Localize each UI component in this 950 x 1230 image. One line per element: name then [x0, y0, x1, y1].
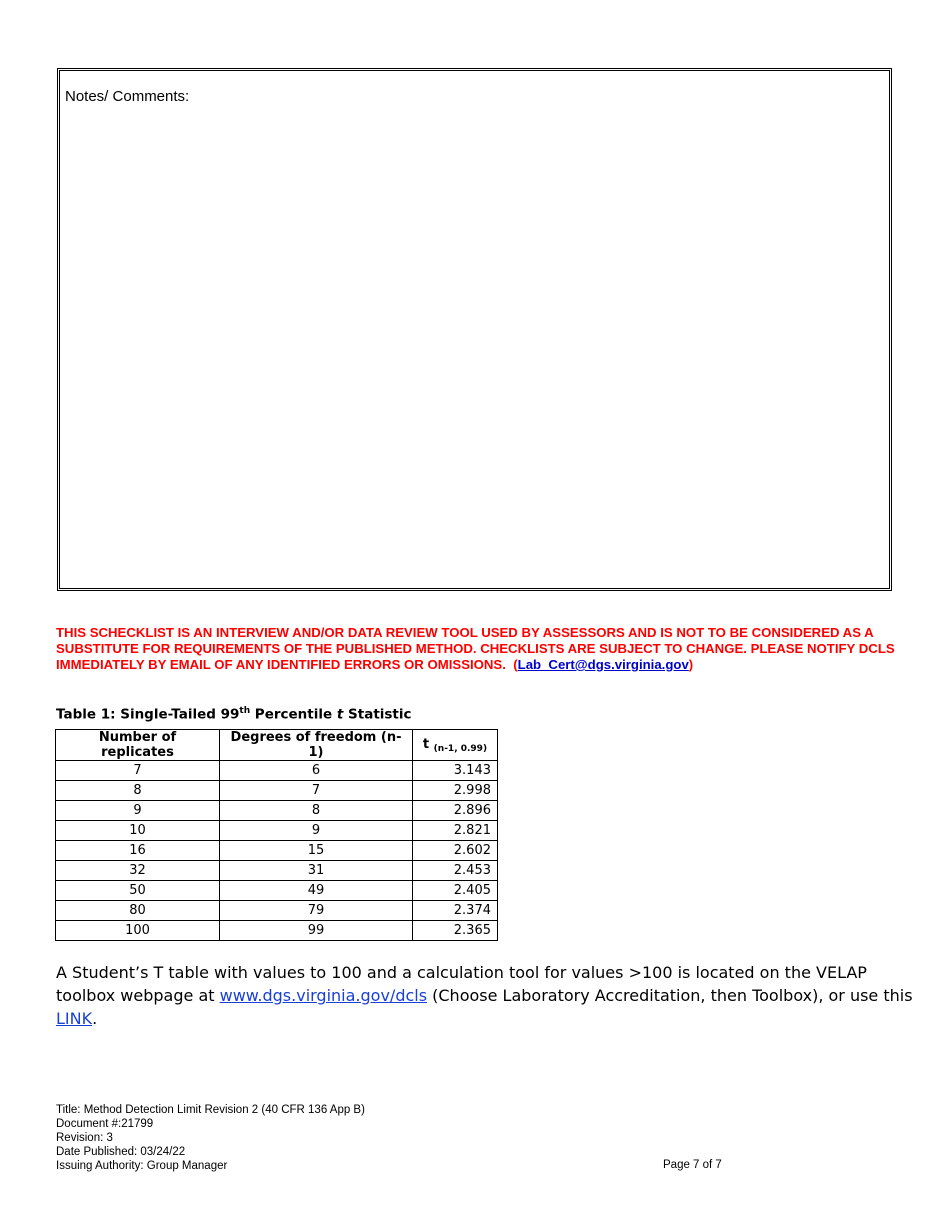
disclaimer-body: THIS SCHECKLIST IS AN INTERVIEW AND/OR DATA REVIEW TOOL USED BY ASSESSORS AND IS NOT TO BE CONSIDERED AS A SUBSTITUTE FOR REQUIREMENTS OF THE PUBLISHED METHOD. CHECKLISTS ARE SUBJECT TO CHANGE. PLEASE NOTIFY DCLS IMMEDIATELY BY EMAIL OF ANY IDENTIFIED ERRORS OR OMISSIONS. [56, 625, 895, 672]
header-t-statistic [413, 730, 498, 761]
table-header-row [56, 730, 498, 761]
caption-suffix: Statistic [343, 706, 412, 723]
cell-replicates: 80 [56, 901, 220, 921]
table-row [56, 881, 498, 901]
cell-replicates: 9 [56, 801, 220, 821]
student-t-note [56, 961, 926, 1030]
header-replicates: Number of replicates [56, 730, 220, 761]
page-number: Page 7 of 7 [663, 1159, 722, 1171]
disclaimer-email-link[interactable]: Lab_Cert@dgs.virginia.gov [517, 657, 689, 672]
header-degrees-of-freedom: Degrees of freedom (n-1) [220, 730, 413, 761]
cell-t-value: 2.821 [413, 821, 498, 841]
header-t-main: t [422, 736, 430, 752]
table-row [56, 801, 498, 821]
footer-document-number: Document #:21799 [56, 1118, 154, 1130]
table-row [56, 781, 498, 801]
note-part1: A Student’s T table with values to 100 and a calculation tool for values >100 is located on the VELAP toolbox webpage at [56, 963, 867, 1005]
cell-t-value: 3.143 [413, 761, 498, 781]
cell-replicates: 32 [56, 861, 220, 881]
cell-degrees-of-freedom: 7 [220, 781, 413, 801]
cell-replicates: 50 [56, 881, 220, 901]
cell-t-value: 2.374 [413, 901, 498, 921]
table-row [56, 821, 498, 841]
cell-degrees-of-freedom: 8 [220, 801, 413, 821]
toolbox-link[interactable]: LINK [56, 1009, 93, 1028]
cell-t-value: 2.602 [413, 841, 498, 861]
notes-comments-label: Notes/ Comments: [65, 88, 190, 105]
footer-revision: Revision: 3 [56, 1132, 113, 1144]
cell-t-value: 2.365 [413, 921, 498, 941]
table-body [56, 761, 498, 941]
header-t-subscript: (n-1, 0.99) [433, 743, 488, 754]
cell-replicates: 100 [56, 921, 220, 941]
cell-degrees-of-freedom: 6 [220, 761, 413, 781]
document-footer [56, 1103, 365, 1173]
cell-degrees-of-freedom: 15 [220, 841, 413, 861]
note-part3: . [92, 1009, 98, 1028]
dcls-website-link[interactable]: www.dgs.virginia.gov/dcls [219, 986, 428, 1005]
cell-degrees-of-freedom: 79 [220, 901, 413, 921]
table-row [56, 901, 498, 921]
cell-replicates: 10 [56, 821, 220, 841]
table-row [56, 861, 498, 881]
cell-t-value: 2.998 [413, 781, 498, 801]
caption-mid: Percentile [250, 706, 337, 723]
caption-prefix: Table 1: Single-Tailed 99 [56, 706, 240, 723]
caption-t-italic: t [336, 706, 344, 723]
cell-degrees-of-freedom: 9 [220, 821, 413, 841]
disclaimer-text [56, 625, 906, 673]
table-caption [56, 706, 412, 723]
cell-replicates: 7 [56, 761, 220, 781]
footer-title: Title: Method Detection Limit Revision 2 (40 CFR 136 App B) [56, 1104, 365, 1116]
table-row [56, 921, 498, 941]
disclaimer-close-paren: ) [688, 657, 694, 672]
caption-superscript: th [239, 706, 251, 716]
t-statistic-table [55, 729, 498, 941]
note-part2: (Choose Laboratory Accreditation, then Toolbox), or use this [427, 986, 913, 1005]
cell-degrees-of-freedom: 31 [220, 861, 413, 881]
cell-degrees-of-freedom: 99 [220, 921, 413, 941]
cell-replicates: 8 [56, 781, 220, 801]
cell-t-value: 2.896 [413, 801, 498, 821]
disclaimer-open-paren: ( [513, 657, 518, 672]
cell-degrees-of-freedom: 49 [220, 881, 413, 901]
table-row [56, 841, 498, 861]
cell-t-value: 2.453 [413, 861, 498, 881]
cell-replicates: 16 [56, 841, 220, 861]
notes-comments-box[interactable] [57, 68, 892, 591]
footer-issuing-authority: Issuing Authority: Group Manager [56, 1160, 228, 1172]
footer-date-published: Date Published: 03/24/22 [56, 1146, 186, 1158]
table-row [56, 761, 498, 781]
cell-t-value: 2.405 [413, 881, 498, 901]
